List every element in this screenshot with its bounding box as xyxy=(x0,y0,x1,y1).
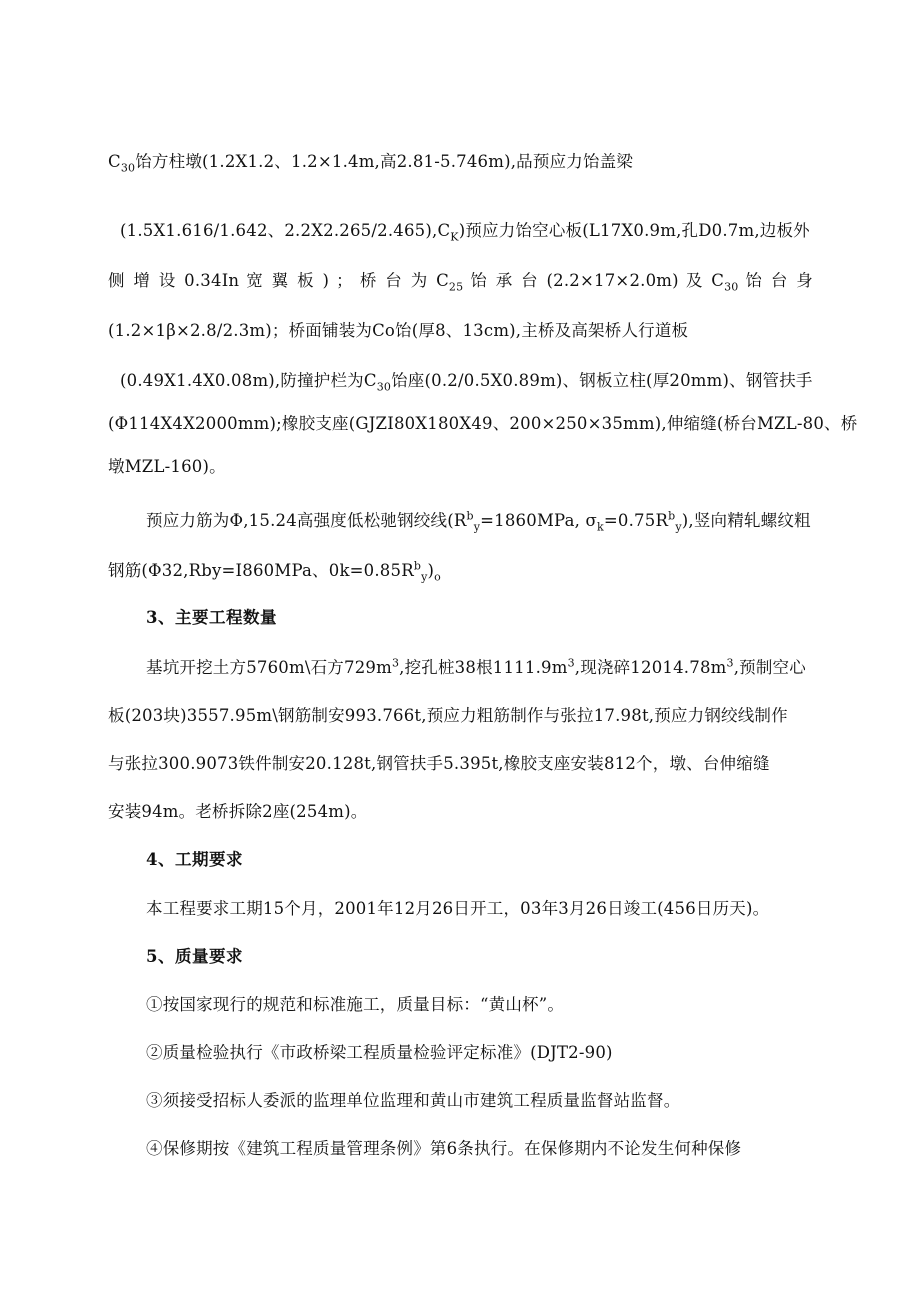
text-span: =1860MPa, σ xyxy=(480,511,598,530)
text-span: 预应力筋为Φ,15.24高强度低松驰钢绞线(R xyxy=(146,511,467,530)
text-span: 钢筋(Φ32,Rby=I860MPa、0k=0.85R xyxy=(108,561,414,580)
subscript: 30 xyxy=(120,161,136,175)
text-span: 板(203块)3557.95m\钢筋制安993.766t,预应力粗筋制作与张拉17.98t,预应力钢绞线制作 xyxy=(108,706,788,725)
subscript: y xyxy=(421,570,428,584)
text-line-quality-3 xyxy=(146,1084,680,1118)
text-span: (1.5X1.616/1.642、2.2X2.265/2.465),C xyxy=(120,221,451,240)
section-heading-quantities: 3、主要工程数量 xyxy=(146,608,277,627)
text-span: ①按国家现行的规范和标准施工，质量目标：“黄山杯”。 xyxy=(146,995,565,1014)
text-line-abutment xyxy=(108,264,813,298)
subscript: y xyxy=(675,520,682,534)
text-span: 饴 承 台 (2.2×17×2.0m) 及 C xyxy=(463,271,725,290)
text-line-demolition xyxy=(108,795,367,829)
text-line-joint xyxy=(108,450,226,484)
text-span: (Φ114X4X2000mm);橡胶支座(GJZI80X180X49、200×250×35mm),伸缩缝(桥台MZL-80、桥 xyxy=(108,414,858,433)
text-line-tension xyxy=(108,747,770,781)
text-line-bearing xyxy=(108,407,857,441)
text-line-piers xyxy=(108,145,633,179)
text-span: 侧 增 设 0.34In 宽 翼 板 ) ； 桥 台 为 C xyxy=(108,271,449,290)
text-span: =0.75R xyxy=(603,511,669,530)
text-span: ,挖孔桩38根1111.9m xyxy=(399,658,568,677)
text-span: ,预制空心 xyxy=(733,658,806,677)
text-span: 本工程要求工期15个月，2001年12月26日开工，03年3月26日竣工(456日历天)。 xyxy=(146,899,770,918)
subscript: y xyxy=(473,520,481,534)
text-line-slabs-count xyxy=(108,699,788,733)
text-span: ,现浇碎12014.78m xyxy=(574,658,727,677)
text-span: ③须接受招标人委派的监理单位监理和黄山市建筑工程质量监督站监督。 xyxy=(146,1091,681,1110)
text-line-quality-4 xyxy=(146,1132,741,1166)
text-span: (0.49X1.4X0.08m),防撞护栏为C xyxy=(120,371,377,390)
subscript: 25 xyxy=(448,280,464,294)
text-line-quality-2 xyxy=(146,1036,613,1070)
superscript: 3 xyxy=(567,656,575,670)
text-span: ④保修期按《建筑工程质量管理条例》第6条执行。在保修期内不论发生何种保修 xyxy=(146,1139,742,1158)
subscript: K xyxy=(450,230,459,244)
section-heading-schedule: 4、工期要求 xyxy=(146,850,243,869)
text-line-rebar xyxy=(108,554,441,588)
text-span: 安装94m。老桥拆除2座(254m)。 xyxy=(108,802,368,821)
subscript: 30 xyxy=(376,380,392,394)
text-line-deck xyxy=(108,314,688,348)
superscript: 3 xyxy=(391,656,400,670)
text-span: ) xyxy=(427,561,435,580)
text-line-excavation xyxy=(146,651,806,685)
text-span: (1.2×1β×2.8/2.3m)；桥面铺装为Co饴(厚8、13cm),主桥及高架桥人行道板 xyxy=(108,321,689,340)
text-line-schedule xyxy=(146,892,769,926)
text-line-quality-1 xyxy=(146,988,564,1022)
subscript: k xyxy=(597,520,604,534)
text-span: 墩MZL-160)。 xyxy=(108,457,226,476)
text-line-slab xyxy=(120,214,810,248)
text-span: ),竖向精轧螺纹粗 xyxy=(681,511,811,530)
text-span: )预应力饴空心板(L17X0.9m,孔D0.7m,边板外 xyxy=(458,221,810,240)
superscript: 3 xyxy=(726,656,734,670)
superscript: b xyxy=(668,509,676,523)
section-heading-quality: 5、质量要求 xyxy=(146,947,243,966)
text-c: C xyxy=(108,152,121,171)
text-span: 与张拉300.9073铁件制安20.128t,钢管扶手5.395t,橡胶支座安装812个，墩、台伸缩缝 xyxy=(108,754,770,773)
text-span: 饴方柱墩(1.2X1.2、1.2×1.4m,高2.81-5.746m),品预应力饴盖梁 xyxy=(135,152,634,171)
subscript: o xyxy=(434,570,441,584)
text-span: 饴座(0.2/0.5X0.89m)、钢板立柱(厚20mm)、钢管扶手 xyxy=(391,371,813,390)
text-line-strand xyxy=(146,504,811,538)
subscript: 30 xyxy=(724,280,739,294)
superscript: b xyxy=(466,509,474,523)
text-span: 基坑开挖土方5760m\石方729m xyxy=(146,658,392,677)
text-span: ②质量检验执行《市政桥梁工程质量检验评定标准》(DJT2-90) xyxy=(146,1043,613,1062)
text-line-barrier xyxy=(120,364,813,398)
text-span: 饴 台 身 xyxy=(738,271,814,290)
superscript: b xyxy=(413,559,422,573)
